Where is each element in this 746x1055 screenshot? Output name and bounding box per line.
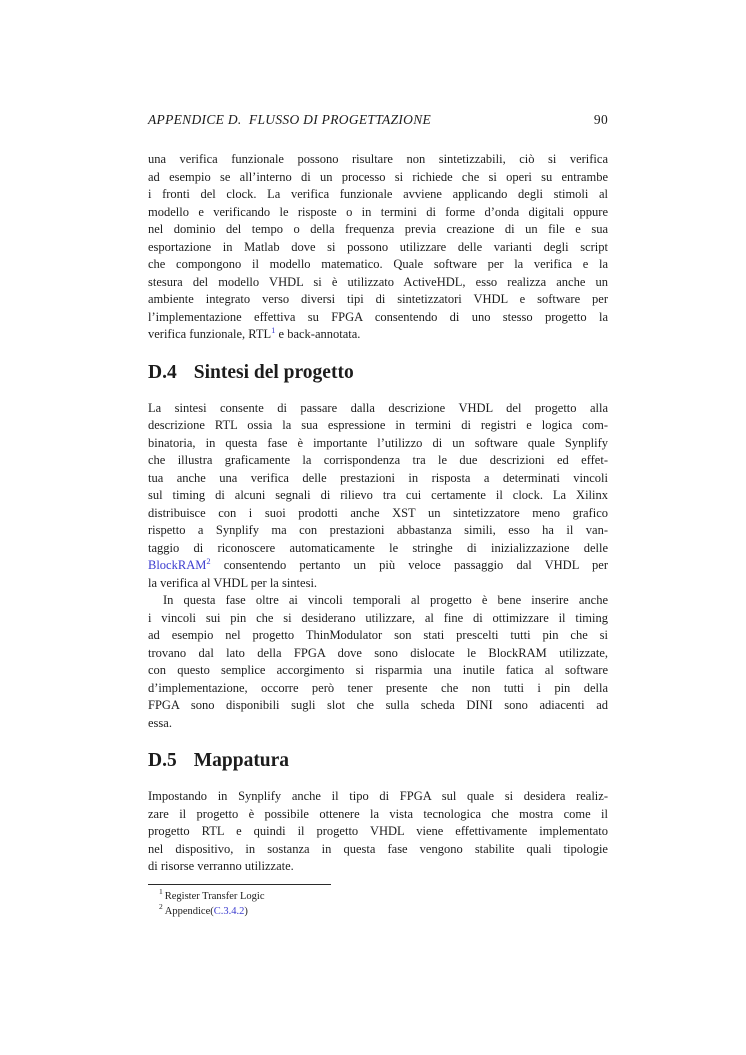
text-line: che compongono il modello matematico. Quale software per la verifica e la xyxy=(148,257,608,271)
page-number: 90 xyxy=(593,112,608,127)
text-line: rispetto a Synplify ma con prestazioni abbastanza simili, esso ha il van- xyxy=(148,523,608,537)
text-segment: consentendo pertanto un più veloce passaggio dal VHDL per xyxy=(210,558,608,572)
text-line: descrizione RTL ossia la sua espressione in termini di registri e logica com- xyxy=(148,418,608,432)
footnote-marker: 1 xyxy=(159,887,163,896)
text-line: essa. xyxy=(148,715,172,730)
text-line: esportazione in Matlab dove si possono utilizzare delle varianti degli script xyxy=(148,239,608,254)
text-line: distribuisce con i suoi prodotti anche XST un sintetizzatore meno grafico xyxy=(148,505,608,520)
text-line: nel dispositivo, in sostanza in questa fase vengono stabilite quali tipologie xyxy=(148,841,608,856)
text-line: d’implementazione, occorre però tener presente che non tutti i pin della xyxy=(148,680,608,695)
reference-link[interactable]: 2 xyxy=(206,555,211,566)
text-line: modello e verificando le risposte o in termini di forme d’onda digitali oppure xyxy=(148,204,608,219)
text-line xyxy=(148,557,608,575)
text-line: taggio di riconoscere automaticamente le stringhe di inizializzazione delle xyxy=(148,540,608,555)
reference-link[interactable]: C.3.4.2 xyxy=(213,905,245,917)
text-line: ambiente integrato verso diversi tipi di sintetizzatori VHDL e software per xyxy=(148,292,608,306)
paragraph xyxy=(148,788,608,876)
paragraph xyxy=(148,151,608,344)
footnote-list xyxy=(148,889,608,919)
text-line: ad esempio se all’interno di un processo si richiede che si operi su entrambe xyxy=(148,169,608,184)
section-number: D.5 xyxy=(148,750,177,771)
text-line: con questo semplice accorgimento si risparmia una inutile fatica al software xyxy=(148,663,608,677)
section-title: Sintesi del progetto xyxy=(193,361,354,383)
text-line: sul timing di alcuni segnali di rilievo tra cui certamente il clock. La Xilinx xyxy=(148,488,608,502)
text-line: ad esempio nel progetto ThinModulator son stati prescelti tutti pin che si xyxy=(148,628,608,642)
text-line: una verifica funzionale possono risultare non sintetizzabili, ciò si verifica xyxy=(148,152,608,166)
running-header-title: APPENDICE D. FLUSSO DI PROGETTAZIONE xyxy=(148,112,432,127)
paragraph xyxy=(148,400,608,593)
text-segment: Appendice( xyxy=(164,905,214,917)
section-heading xyxy=(148,749,608,773)
text-line: di risorse verranno utilizzate. xyxy=(148,859,294,873)
footnote xyxy=(148,904,608,919)
text-line: In questa fase oltre ai vincoli temporali al progetto è bene inserire anche xyxy=(163,593,608,607)
reference-link[interactable]: BlockRAM xyxy=(148,558,207,572)
text-line: nel dominio del tempo o della frequenza previa creazione di un file e sua xyxy=(148,222,608,236)
text-line: l’implementazione effettiva su FPGA consentendo di uno stesso progetto la xyxy=(148,309,608,324)
text-line: progetto RTL e quindi il progetto VHDL viene effettivamente implementato xyxy=(148,824,608,838)
section-title: Mappatura xyxy=(193,750,290,771)
running-header xyxy=(148,112,608,128)
text-line xyxy=(148,326,608,344)
text-line: i vincoli sui pin che si desiderano utilizzare, al fine di ottimizzare il timing xyxy=(148,610,608,625)
footnote-rule xyxy=(148,884,331,885)
text-segment: ) xyxy=(244,905,248,917)
page-body xyxy=(148,151,608,876)
text-line: i fronti del clock. La verifica funzionale avviene applicando degli stimoli al xyxy=(148,187,608,201)
text-segment: e back-annotata. xyxy=(275,327,361,341)
reference-link[interactable]: 1 xyxy=(271,324,276,335)
text-line: che illustra graficamente la corrispondenza tra le due descrizioni ed effet- xyxy=(148,453,608,467)
footnote xyxy=(148,889,608,904)
text-line: trovano dal lato della FPGA dove sono dislocate le BlockRAM utilizzate, xyxy=(148,645,608,660)
text-segment: Register Transfer Logic xyxy=(164,890,265,902)
text-line: zare il progetto è possibile ottenere la vista tecnologica che mostra come il xyxy=(148,806,608,821)
section-number: D.4 xyxy=(148,361,177,383)
footnote-marker: 2 xyxy=(159,902,163,911)
paragraph xyxy=(148,592,608,732)
text-line: stesura del modello VHDL si è utilizzato ActiveHDL, esso realizza anche un xyxy=(148,274,608,289)
section-heading xyxy=(148,361,608,385)
text-line: La sintesi consente di passare dalla descrizione VHDL del progetto alla xyxy=(148,400,608,415)
text-line: FPGA sono disponibili sugli slot che sulla scheda DINI sono adiacenti ad xyxy=(148,698,608,712)
text-line: Impostando in Synplify anche il tipo di FPGA sul quale si desidera realiz- xyxy=(148,789,608,803)
text-line: la verifica al VHDL per la sintesi. xyxy=(148,575,318,590)
footnotes-area xyxy=(148,884,608,919)
text-segment: verifica funzionale, RTL xyxy=(148,327,272,341)
text-line: tua anche una verifica delle prestazioni in risposta a determinati vincoli xyxy=(148,470,608,485)
text-block xyxy=(148,112,608,919)
text-line: binatoria, in questa fase è importante l’utilizzo di un software quale Synplify xyxy=(148,435,608,450)
